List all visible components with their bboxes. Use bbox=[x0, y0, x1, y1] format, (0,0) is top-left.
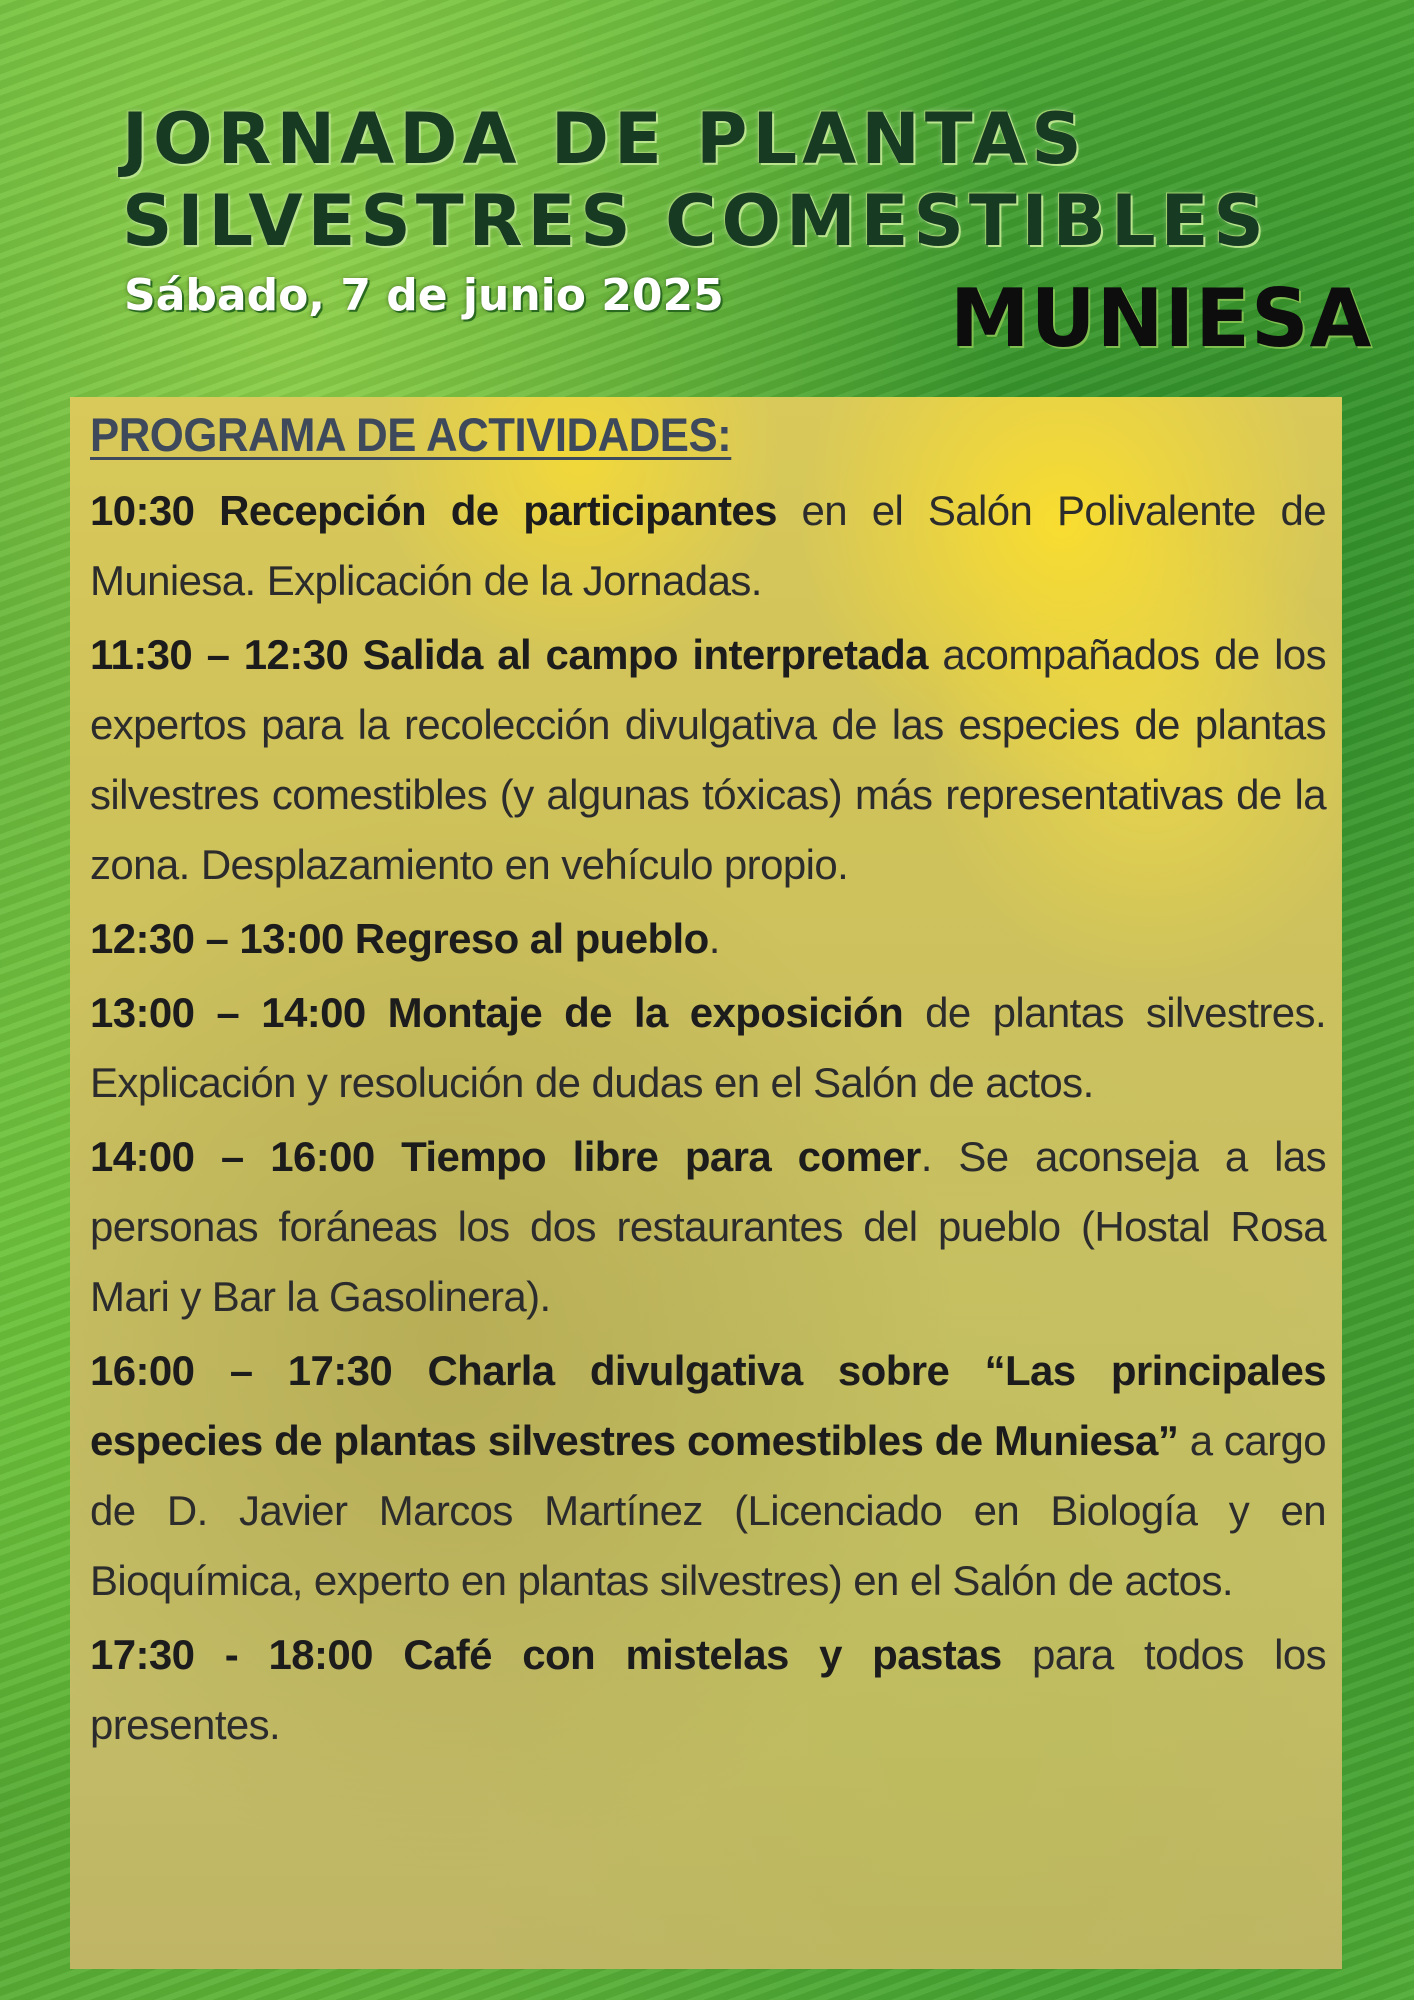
entry-description: de plantas silvestres. Explicación y resolución de dudas en el Salón de actos. bbox=[90, 989, 1327, 1106]
entry-description: acompañados de los expertos para la recolección divulgativa de las especies de plantas silvestres comestibles (y algunas tóxicas) más representativas de la zona. Desplazamiento en vehículo propio. bbox=[90, 631, 1326, 888]
poster-header bbox=[0, 0, 1414, 400]
program-entry bbox=[90, 904, 1326, 974]
program-entry bbox=[90, 978, 1326, 1118]
entry-time-title: 11:30 – 12:30 Salida al campo interpretada bbox=[90, 631, 928, 678]
program-panel bbox=[70, 397, 1342, 1969]
entry-time-title: 13:00 – 14:00 Montaje de la exposición bbox=[90, 989, 904, 1036]
entry-description: en el Salón Polivalente de Muniesa. Explicación de la Jornadas. bbox=[90, 487, 1327, 604]
program-entry bbox=[90, 1336, 1326, 1616]
title-line-1: JORNADA DE PLANTAS bbox=[122, 98, 1087, 180]
town-name: MUNIESA bbox=[950, 272, 1373, 365]
entry-time-title: 14:00 – 16:00 Tiempo libre para comer bbox=[90, 1133, 921, 1180]
event-date: Sábado, 7 de junio 2025 bbox=[124, 270, 724, 321]
entry-description: a cargo de D. Javier Marcos Martínez (Licenciado en Biología y en Bioquímica, experto en plantas silvestres) en el Salón de actos. bbox=[90, 1417, 1326, 1604]
program-heading: PROGRAMA DE ACTIVIDADES: bbox=[90, 408, 732, 461]
program-entry bbox=[90, 1122, 1326, 1332]
entry-description: . Se aconseja a las personas foráneas los dos restaurantes del pueblo (Hostal Rosa Mari y Bar la Gasolinera). bbox=[90, 1133, 1326, 1320]
entry-time-title: 17:30 - 18:00 Café con mistelas y pastas bbox=[90, 1631, 1002, 1678]
entry-time-title: 10:30 Recepción de participantes bbox=[90, 487, 777, 534]
program-entry bbox=[90, 620, 1326, 900]
entry-description: . bbox=[708, 915, 720, 962]
entry-time-title: 12:30 – 13:00 Regreso al pueblo bbox=[90, 915, 709, 962]
title-line-2: SILVESTRES COMESTIBLES bbox=[122, 180, 1269, 262]
entry-description: para todos los presentes. bbox=[90, 1631, 1326, 1748]
program-entry bbox=[90, 476, 1326, 616]
program-entry bbox=[90, 1620, 1326, 1760]
entry-time-title: 16:00 – 17:30 Charla divulgativa sobre “Las principales especies de plantas silvestres comestibles de Muniesa” bbox=[90, 1347, 1326, 1464]
